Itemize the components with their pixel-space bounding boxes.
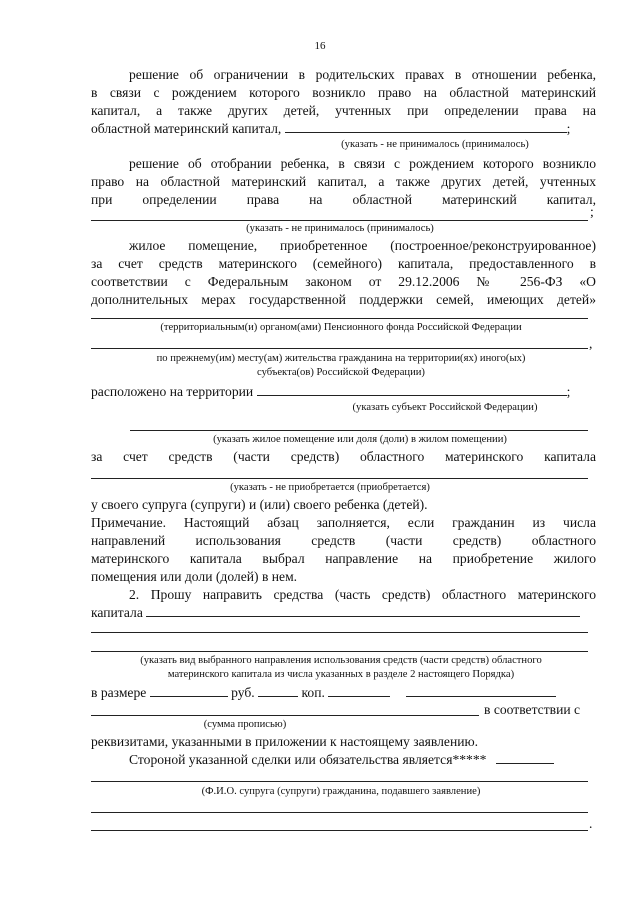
paragraph-text: капитала	[91, 605, 143, 620]
paragraph-line: 2. Прошу направить средства (часть средств) областного материнского	[129, 587, 596, 602]
field-caption: (сумма прописью)	[203, 719, 287, 730]
field-caption: (Ф.И.О. супруга (супруги) гражданина, подавшего заявление)	[201, 786, 481, 797]
paragraph-line: у своего супруга (супруги) и (или) своего ребенка (детей).	[91, 497, 428, 512]
field-caption: (территориальным(и) органом(ами) Пенсионного фонда Российской Федерации	[160, 322, 522, 333]
punctuation: ;	[566, 384, 571, 399]
paragraph-line: за счет средств материнского (семейного) капитала, предоставленного в	[91, 256, 596, 271]
field-caption: (указать - не приобретается (приобретается)	[230, 482, 430, 493]
amount-words-field[interactable]	[406, 684, 556, 697]
punctuation: ;	[590, 204, 594, 219]
kop-field[interactable]	[328, 684, 390, 697]
field-caption: (указать жилое помещение или доля (доли) в жилом помещении)	[213, 434, 507, 445]
paragraph-line: право на областной материнский капитал, а также других детей, учтенных	[91, 174, 596, 189]
fill-line[interactable]	[91, 715, 479, 716]
note-line: помещения или доли (долей) в нем.	[91, 569, 298, 584]
fill-line[interactable]	[285, 120, 567, 133]
fill-line[interactable]	[257, 383, 567, 396]
fill-line[interactable]	[91, 632, 588, 633]
paragraph-line: соответствии с Федеральным законом от 29.12.2006 № 256-ФЗ «О	[91, 274, 596, 289]
paragraph-line: решение об отобрании ребенка, в связи с рождением которого возникло	[129, 156, 596, 171]
fill-line[interactable]	[91, 318, 588, 319]
kop-label: коп.	[301, 685, 325, 700]
paragraph-line: решение об ограничении в родительских правах в отношении ребенка,	[129, 67, 596, 82]
note-line: материнского капитала выбрал направление на приобретение жилого	[91, 551, 596, 566]
fill-line[interactable]	[130, 430, 588, 431]
paragraph-line: за счет средств (части средств) областного материнского капитала	[91, 449, 596, 464]
paragraph-text: областной материнский капитал,	[91, 121, 282, 136]
note-line: Примечание. Настоящий абзац заполняется, если гражданин из числа	[91, 515, 596, 530]
paragraph-line	[91, 120, 596, 137]
field-caption: (указать вид выбранного направления использования средств (части средств) областного	[140, 655, 542, 666]
paragraph-line: при определении права на областной материнский капитал,	[91, 192, 596, 207]
page-number: 16	[314, 40, 326, 52]
punctuation: ,	[589, 336, 593, 351]
fill-line[interactable]	[91, 812, 588, 813]
paragraph-line	[91, 751, 596, 768]
amount-field[interactable]	[150, 684, 228, 697]
paragraph-line: дополнительных мерах государственной поддержки семей, имеющих детей»	[91, 292, 596, 307]
field-caption: (указать - не принималось (принималось)	[246, 223, 434, 234]
paragraph-text: расположено на территории	[91, 384, 254, 399]
fill-line[interactable]	[91, 220, 588, 221]
paragraph-line: жилое помещение, приобретенное (построенное/реконструированное)	[129, 238, 596, 253]
paragraph-text: Стороной указанной сделки или обязательства является*****	[129, 752, 487, 767]
field-caption: субъекта(ов) Российской Федерации)	[257, 367, 425, 378]
note-line: направлений использования средств (части средств) областного	[91, 533, 596, 548]
fill-line[interactable]	[496, 751, 554, 764]
fill-line[interactable]	[91, 348, 588, 349]
field-caption: (указать субъект Российской Федерации)	[352, 402, 538, 413]
rub-label: руб.	[231, 685, 255, 700]
field-caption: материнского капитала из числа указанных в разделе 2 настоящего Порядка)	[167, 669, 515, 680]
fill-line[interactable]	[91, 651, 588, 652]
field-caption: по прежнему(им) месту(ам) жительства гражданина на территории(ях) иного(ых)	[156, 353, 526, 364]
paragraph-line: капитал, а также других детей, учтенных при определении права на	[91, 103, 596, 118]
rub-field[interactable]	[258, 684, 298, 697]
paragraph-line: в связи с рождением которого возникло право на областной материнский	[91, 85, 596, 100]
amount-label: в размере	[91, 685, 147, 700]
fill-line[interactable]	[146, 604, 580, 617]
amount-line	[91, 684, 596, 701]
field-caption: (указать - не принималось (принималось)	[341, 139, 529, 150]
fill-line[interactable]	[91, 478, 588, 479]
fill-line[interactable]	[91, 781, 588, 782]
paragraph-line	[91, 383, 596, 400]
paragraph-line: реквизитами, указанными в приложении к настоящему заявлению.	[91, 734, 479, 749]
punctuation: ;	[566, 121, 571, 136]
fill-line[interactable]	[91, 830, 588, 831]
paragraph-line	[91, 604, 596, 621]
punctuation: .	[589, 816, 593, 831]
paragraph-text: в соответствии с	[484, 702, 581, 717]
